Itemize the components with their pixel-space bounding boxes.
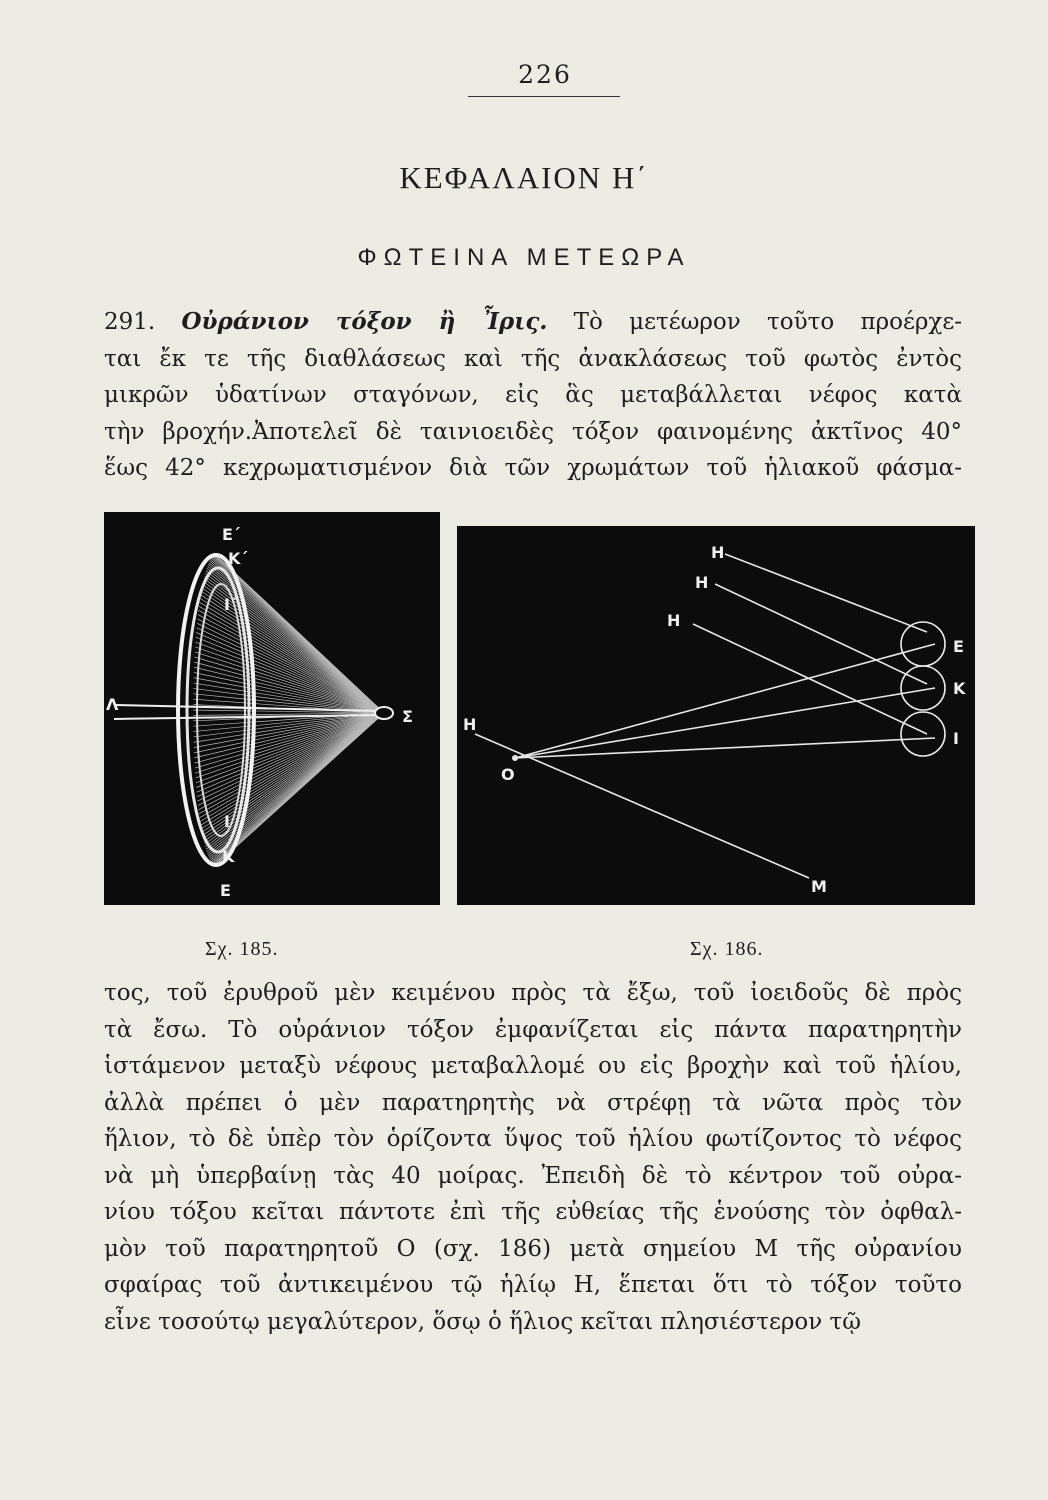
sun-ray-3 (693, 624, 927, 734)
page-number: 226 (518, 60, 572, 89)
ray-diagram-svg (457, 526, 975, 905)
cone-ray (200, 713, 384, 818)
label-h1: Η (711, 543, 725, 562)
label-h2: Η (695, 573, 709, 592)
label-i: Ι (953, 729, 959, 748)
cone-ray (195, 652, 384, 713)
figure-186-ray-diagram (457, 526, 975, 905)
cone-diagram-svg (104, 512, 440, 905)
text-line: μικρῶν ὑδατίνων σταγόνων, εἰς ἃς μεταβάλλεται νέφος κατὰ (104, 382, 962, 408)
axis-line (475, 734, 809, 878)
section-title: ΦΩΤΕΙΝΑ ΜΕΤΕΩΡΑ (357, 244, 691, 271)
drop-i (901, 712, 945, 756)
outer-arc (178, 555, 254, 865)
label-i-low: Ι (224, 812, 230, 831)
label-h3: Η (667, 611, 681, 630)
cone-ray (195, 647, 384, 713)
observer-eye (512, 755, 518, 761)
paragraph-heading: Οὐράνιον τόξον ἢ Ἶρις. (181, 308, 548, 335)
label-left: Λ (106, 695, 119, 714)
cone-ray (205, 713, 384, 847)
text-line: ἱστάμενον μεταξὺ νέφους μεταβαλλομέ ου εἰς βροχὴν καὶ τοῦ ἡλίου, (104, 1053, 962, 1079)
cone-ray (196, 642, 384, 713)
text-line: εἶνε τοσούτῳ μεγαλύτερον, ὅσῳ ὁ ἥλιος κεῖται πλησιέστερον τῷ (104, 1308, 862, 1335)
text-line: νὰ μὴ ὑπερβαίνῃ τὰς 40 μοίρας. Ἐπειδὴ δὲ τὸ κέντρον τοῦ οὐρα- (104, 1162, 962, 1189)
paragraph-continued (104, 975, 962, 1340)
drop-e (901, 622, 945, 666)
label-k: Κ (953, 679, 966, 698)
chapter-title: ΚΕΦΑΛΑΙΟΝ Η΄ (399, 160, 649, 195)
paragraph-291 (104, 304, 962, 487)
figure-185-caption: Σχ. 185. (205, 938, 279, 960)
figure-186-caption: Σχ. 186. (690, 938, 764, 960)
paragraph-number: 291. (104, 309, 156, 335)
label-e: Ε (953, 637, 964, 656)
text-line: ἀλλὰ πρέπει ὁ μὲν παρατηρητὴς νὰ στρέφῃ τὰ νῶτα πρὸς τὸν (104, 1089, 962, 1116)
text-line: ἕως 42° κεχρωματισμένον διὰ τῶν χρωμάτων τοῦ ἡλιακοῦ φάσμα- (104, 455, 962, 481)
cone-ray (216, 713, 384, 865)
text-line: μὸν τοῦ παρατηρητοῦ Ο (σχ. 186) μετὰ σημείου Μ τῆς οὐρανίου (104, 1235, 962, 1262)
label-k: Κ΄ (228, 549, 248, 568)
cone-ray (198, 713, 384, 801)
text-line: τὰ ἔσω. Τὸ οὐράνιον τόξον ἐμφανίζεται εἰς πάντα παρατηρητὴν (104, 1016, 962, 1043)
text-line: τὴν βροχήν.Ἀποτελεῖ δὲ ταινιοειδὲς τόξον φαινομένης ἀκτῖνος 40° (104, 418, 962, 445)
figure-185-cone-diagram (104, 512, 440, 905)
sun-ray-1 (725, 554, 927, 632)
text-line: ἥλιον, τὸ δὲ ὑπὲρ τὸν ὁρίζοντα ὕψος τοῦ ἡλίου φωτίζοντος τὸ νέφος (104, 1126, 962, 1152)
label-apex: Σ (402, 707, 413, 726)
paragraph-first-line (104, 304, 962, 341)
label-k-low: Κ (222, 847, 235, 866)
cone-ray (200, 602, 384, 713)
text-line: τος, τοῦ ἐρυθροῦ μὲν κειμένου πρὸς τὰ ἔξω, τοῦ ἰοειδοῦς δὲ πρὸς (104, 980, 962, 1006)
text-line: σφαίρας τοῦ ἀντικειμένου τῷ ἡλίῳ Η, ἕπεται ὅτι τὸ τόξον τοῦτο (104, 1272, 962, 1298)
text-line: ται ἔκ τε τῆς διαθλάσεως καὶ τῆς ἀνακλάσεως τοῦ φωτὸς ἐντὸς (104, 345, 962, 372)
label-top: Ε΄ (222, 525, 240, 544)
cone-ray (196, 713, 384, 778)
label-m: Μ (811, 877, 827, 896)
label-o: Ο (501, 765, 515, 784)
apex-drop (375, 707, 393, 719)
text-line: νίου τόξου κεῖται πάντοτε ἐπὶ τῆς εὐθείας τῆς ἑνούσης τὸν ὀφθαλ- (104, 1199, 962, 1225)
drop-k (901, 666, 945, 710)
label-bottom: Ε (220, 881, 231, 900)
label-h-left: Η (463, 715, 477, 734)
cone-ray (200, 713, 384, 821)
paragraph-first-line-text: Τὸ μετέωρον τοῦτο προέρχε- (573, 309, 963, 335)
page-number-rule (468, 96, 620, 97)
label-i: Ι΄ (224, 595, 238, 614)
sun-ray-2 (715, 584, 927, 684)
